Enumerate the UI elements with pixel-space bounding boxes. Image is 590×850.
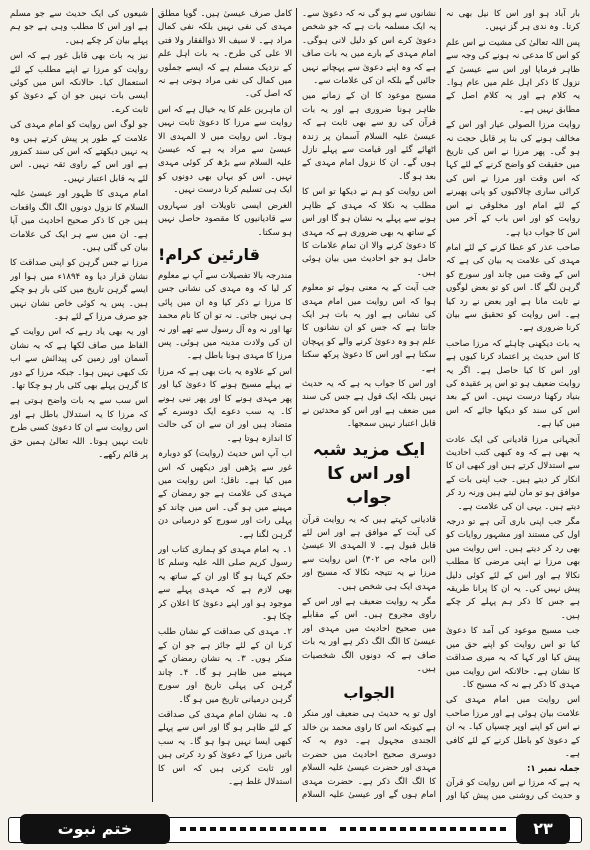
paragraph: شیعوں کی ایک حدیث سے جو مسلم ہے اور اس کا مطلب وہی ہے جو ہم پہلے بیان کر چکے ہیں۔ <box>10 9 148 46</box>
text-column-3 <box>158 8 292 802</box>
paragraph: روایت مرزا الصولی عیار اور اس کے مخالف ہونے کی بنا پر قابل حجت نہ ہو گی۔ پھر مرزا نے اس کی تاریخ میں حقیقت کو واضح کرنے کے لئے کہا کہ اس وقت اور مرزا نے اس کی کرائی ساری چالاکیوں کو پانی پھیرنے کے لئے امام اور مخلوقی نے اس روایت کو اور اس باب کے آخر میں اس کا جواب دیا ہے۔ <box>446 120 580 238</box>
paragraph: مگر جب اپنی باری آتی ہے تو درجہ اول کی مستند اور مشہور روایات کو بھی رد کر دیتے ہیں۔ اس روایت میں بھی مرزا نے اپنی مرضی کا مطلب نکالا ہے اور اس کے لئے کوئی دلیل پیش نہیں کی۔ یہ ان کا پرانا طریقہ ہے جس کا ذکر ہم پہلے کر چکے ہیں۔ <box>446 517 580 621</box>
paragraph: آنجہانی مرزا قادیانی کی ایک عادت یہ بھی ہے کہ وہ کبھی کتب احادیث سے استدلال کرتے ہیں اور کبھی ان کا انکار کر دیتے ہیں۔ جب اپنی بات کے موافق ہو تو مان لیتے ہیں ورنہ رد کر دیتے ہیں۔ یہی ان کی علامت ہے۔ <box>446 434 580 512</box>
column-rule <box>152 8 153 802</box>
paragraph: ان ماہرین علم کا یہ خیال ہے کہ اس روایت سے مرزا کا دعویٰ ثابت نہیں ہوتا۔ اس روایت میں لا المہدی الا عیسیٰ سے مراد یہ ہے کہ عیسیٰ علیہ السلام سے بڑھ کر کوئی مہدی نہیں۔ اس کو یہاں بھی دونوں کو ایک ہی تسلیم کرنا درست نہیں۔ <box>158 104 292 196</box>
section-heading: ایک مزید شبہ اور اس کا جواب <box>312 439 426 508</box>
paragraph: اول تو یہ حدیث ہی ضعیف اور منکر ہے کیونکہ اس کا راوی محمد بن خالد الجندی مجہول ہے۔ دوم یہ کہ دوسری صحیح احادیث میں حضرت مہدی اور حضرت عیسیٰ علیہ السلام کا الگ الگ ذکر ہے۔ حضرت مہدی امام ہوں گے اور عیسیٰ علیہ السلام <box>302 709 436 800</box>
text-column-4 <box>10 8 148 802</box>
paragraph: قادیانی کہتے ہیں کہ یہ روایت قرآن کی آیت کے موافق ہے اور اس لئے قابل قبول ہے۔ لا المہدی الا عیسیٰ (ابن ماجہ ص ۳۰۲) اس روایت سے مرزا نے یہ نتیجہ نکالا کہ مسیح اور مہدی ایک ہی شخص ہیں۔ <box>302 514 436 592</box>
footer-ornament <box>180 827 330 831</box>
paragraph: جو لوگ اس روایت کو امام مہدی کی علامت کے طور پر پیش کرتے ہیں وہ یہ نہیں دیکھتے کہ اس کی سند کمزور ہے اور اس کے راوی ثقہ نہیں۔ اس لئے یہ قابل اعتبار نہیں۔ <box>10 120 148 184</box>
paragraph: کامل صرف عیسیٰ ہیں۔ گویا مطلق مہدی کی نفی نہیں بلکہ نفی کمال مراد ہے۔ لا سیف الا ذوالفقار ولا فتی الا علی کی طرح۔ یہ بات اہل علم کے نزدیک مسلم ہے کہ ایسے جملوں میں کمال کی نفی مراد ہوتی ہے نہ کہ اصل کی۔ <box>158 9 292 100</box>
paragraph: مندرجہ بالا تفصیلات سے آپ نے معلوم کر لیا کہ وہ مہدی کی نشانی جس کا مرزا نے ذکر کیا وہ ان میں پائی ہی نہیں جاتی۔ نہ تو ان کا نام محمد تھا اور نہ وہ آل رسول سے تھے اور نہ ان کی ولادت مدینہ میں ہوئی۔ پس مرزا کا مہدی ہونا باطل ہے۔ <box>158 270 292 362</box>
paragraph: مگر یہ روایت ضعیف ہے اور اس کے راوی مجروح ہیں۔ اس کے مقابلے میں صحیح احادیث میں مہدی اور عیسیٰ کا الگ الگ ذکر ہے اور یہ بات صاف ہے کہ دونوں الگ شخصیات ہیں۔ <box>302 597 436 675</box>
column-rule <box>296 8 297 802</box>
paragraph: یہ بات دیکھنی چاہئے کہ مرزا صاحب کا اس حدیث پر اعتماد کرنا کیوں ہے اور اس کا کیا حاصل ہے۔ اگر یہ روایت ضعیف ہو تو اس پر عقیدہ کی بنیاد رکھنا درست نہیں۔ اس کے بعد اس کی سند کو دیکھا جائے کہ اس میں کیا ہے۔ <box>446 338 580 430</box>
footer-ornament <box>340 827 510 831</box>
paragraph: جب آیت کے یہ معنی ہوئے تو معلوم ہوا کہ اس روایت میں امام مہدی کی نشانی ہے اور یہ بات ہر ایک جانتا ہے کہ جس کو ان نشانوں کا علم ہو وہ دعویٰ کرنے والے کو پہچان سکتا ہے اور اس کا دعویٰ پرکھ سکتا ہے۔ <box>302 283 436 374</box>
page-footer <box>0 808 590 850</box>
paragraph: امام مہدی کا ظہور اور عیسیٰ علیہ السلام کا نزول دونوں الگ الگ واقعات ہیں جن کا ذکر صحیح احادیث میں آیا ہے۔ ان میں سے ہر ایک کی علامات بیان کی گئی ہیں۔ <box>10 189 148 253</box>
paragraph: صاحب عذر کو عطا کرنے کے لئے امام مہدی کی علامت یہ بیان کی ہے کہ اس کے وقت میں چاند اور سورج کو گرہن لگے گا۔ اس کو تو بعض لوگوں نے ثابت مانا ہے اور بعض نے رد کیا ہے۔ اس روایت کو تحقیق سے بیان کرنا ضروری ہے۔ <box>446 242 580 334</box>
paragraph: ۲۔ مہدی کی صداقت کے نشان طلب کرنا ان کے لئے جائز ہے جو ان کے منکر ہوں۔ ۳۔ یہ نشان رمضان کے مہینے میں ظاہر ہو گا۔ ۴۔ چاند گرہن کی پہلی تاریخ اور سورج گرہن درمیانی تاریخ میں ہو گا۔ <box>158 627 292 705</box>
paragraph: مسیح موعود کا ان کے زمانے میں ظاہر ہونا ضروری ہے اور یہ بات قرآن کی رو سے بھی ثابت ہے کہ عیسیٰ علیہ السلام آسمان پر زندہ اٹھائے گئے اور قیامت سے پہلے نازل ہوں گے۔ ان کا نزول امام مہدی کے بعد ہو گا۔ <box>302 91 436 182</box>
paragraph: اس کے علاوہ یہ بات بھی ہے کہ مرزا نے پہلے مسیح ہونے کا دعویٰ کیا اور پھر مہدی ہونے کا اور پھر نبی ہونے کا۔ یہ سب دعوے ایک دوسرے کے متضاد ہیں اور ان سے ان کی حالت کا اندازہ ہوتا ہے۔ <box>158 366 292 444</box>
paragraph: اس روایت کو ہم نے دیکھا تو اس کا مطلب یہ نکلا کہ مہدی کے ظاہر ہونے سے پہلے یہ نشان ہو گا اور اس کے ساتھ یہ بھی ضروری ہے کہ مہدی کا دعویٰ کرنے والا ان تمام علامات کا حامل ہو جو احادیث میں بیان ہوئی ہیں۔ <box>302 187 436 278</box>
paragraph: اس روایت میں امام مہدی کی علامت بیان ہوئی ہے اور مرزا صاحب نے اس کو اپنے اوپر چسپاں کیا۔ یہ ان کے دعویٰ کو باطل کرنے کے لئے کافی ہے۔ <box>446 695 580 759</box>
magazine-logo: ختم نبوت <box>20 814 170 844</box>
section-label: جملہ نمبر ۱: <box>526 764 580 775</box>
paragraph: اور یہ بھی یاد رہے کہ اس روایت کے الفاظ میں صاف لکھا ہے کہ یہ نشان آسمان اور زمین کی پیدائش سے اب تک کبھی نہیں ہوا۔ جبکہ مرزا کے دور کا گرہن پہلے بھی کئی بار ہو چکا تھا۔ <box>10 327 148 391</box>
page-number: ۲۳ <box>516 814 570 844</box>
section-heading: قارئین کرام! <box>158 244 260 264</box>
paragraph: نشانوں سے ہو گی نہ کہ دعویٰ سے۔ یہ ایک مسلمہ بات ہے کہ جو شخص دعویٰ کرے اس کو دلیل لانی ہوگی۔ امام مہدی کے بارے میں یہ بات صاف ہے کہ وہ اپنے دعویٰ سے پہچانے نہیں جائیں گے بلکہ ان کی علامات سے۔ <box>302 9 436 87</box>
paragraph: نیز یہ بات بھی قابل غور ہے کہ اس روایت کو مرزا نے اپنے مطلب کے لئے استعمال کیا۔ حالانکہ اس میں کوئی ایسی بات نہیں جو ان کے دعویٰ کو ثابت کرے۔ <box>10 51 148 115</box>
text-column-1 <box>446 8 580 802</box>
section-heading: الجواب <box>343 684 395 703</box>
paragraph: یہ ہے کہ مرزا نے اس روایت کو قرآن و حدیث کی روشنی میں پیش کیا اور <box>446 777 580 802</box>
paragraph: ۵۔ یہ نشان امام مہدی کی صداقت کے لئے ظاہر ہو گا اور اس سے پہلے کبھی ایسا نہیں ہوا ہو گا۔ یہ سب باتیں مرزا کے دعویٰ کو رد کرتی ہیں اور ثابت کرتی ہیں کہ اس کا استدلال غلط ہے۔ <box>158 709 292 787</box>
paragraph: اس سب سے یہ بات واضح ہوتی ہے کہ مرزا کا یہ استدلال باطل ہے اور اس روایت سے ان کا دعویٰ کسی طرح ثابت نہیں ہوتا۔ اللہ تعالیٰ ہمیں حق پر قائم رکھے۔ <box>10 396 148 460</box>
paragraph: پس اللہ تعالیٰ کی مشیت نے اس علم کو اس کا مدعی نہ ہونے کی وجہ سے ظاہر فرمایا اور اس سے عیسیٰ کے نزول کا ذکر اہل علم میں عام ہوا۔ یہ کلام ہے اور یہ کلام اصل کے مطابق نہیں ہے۔ <box>446 37 580 115</box>
text-column-2 <box>302 8 436 802</box>
paragraph: اب آپ اس حدیث (روایت) کو دوبارہ غور سے پڑھیں اور دیکھیں کہ اس میں کیا ہے۔ ناقل: اس روایت میں مہدی کی علامت ہے جو رمضان کے مہینے میں ہو گی۔ اس میں چاند کو پہلی رات اور سورج کو درمیانی دن گرہن لگنا ہے۔ <box>158 449 292 540</box>
paragraph: مرزا نے جس گرہن کو اپنی صداقت کا نشان قرار دیا وہ ۱۸۹۴ء میں ہوا اور ایسے گرہن تاریخ میں کئی بار ہو چکے ہیں۔ پس یہ کوئی خاص نشان نہیں جو صرف مرزا کے لئے ہو۔ <box>10 258 148 322</box>
paragraph: ۱۔ یہ امام مہدی کو ہماری کتاب اور رسول کریم صلی اللہ علیہ وسلم کا حکم کہنا ہو گا اور ان کے ساتھ یہ بھی لازم ہے کہ مہدی پہلے سے موجود ہو اور اپنے دعویٰ کا اعلان کر چکا ہو۔ <box>158 545 292 623</box>
column-rule <box>440 8 441 802</box>
paragraph: جب مسیح موعود کی آمد کا دعویٰ کیا تو اس روایت کو اپنے حق میں پیش کیا اور کہا کہ یہ میری صداقت کا نشان ہے۔ حالانکہ اس روایت میں مہدی کا ذکر ہے نہ کہ مسیح کا۔ <box>446 626 580 690</box>
paragraph: بار آباد ہو اور اس کا نیل بھی نہ کرتا۔ وہ ندی ہر گز نہیں۔ <box>446 9 580 33</box>
page-content <box>10 8 580 802</box>
paragraph: الغرض ایسی تاویلات اور سہاروں سے قادیانیوں کا مقصود حاصل نہیں ہو سکتا۔ <box>158 200 292 238</box>
paragraph: اور اس کا جواب یہ ہے کہ یہ حدیث نہیں بلکہ ایک قول ہے جس کی سند میں ضعف ہے اور اس کو محدثین نے قابل اعتبار نہیں سمجھا۔ <box>302 378 436 430</box>
